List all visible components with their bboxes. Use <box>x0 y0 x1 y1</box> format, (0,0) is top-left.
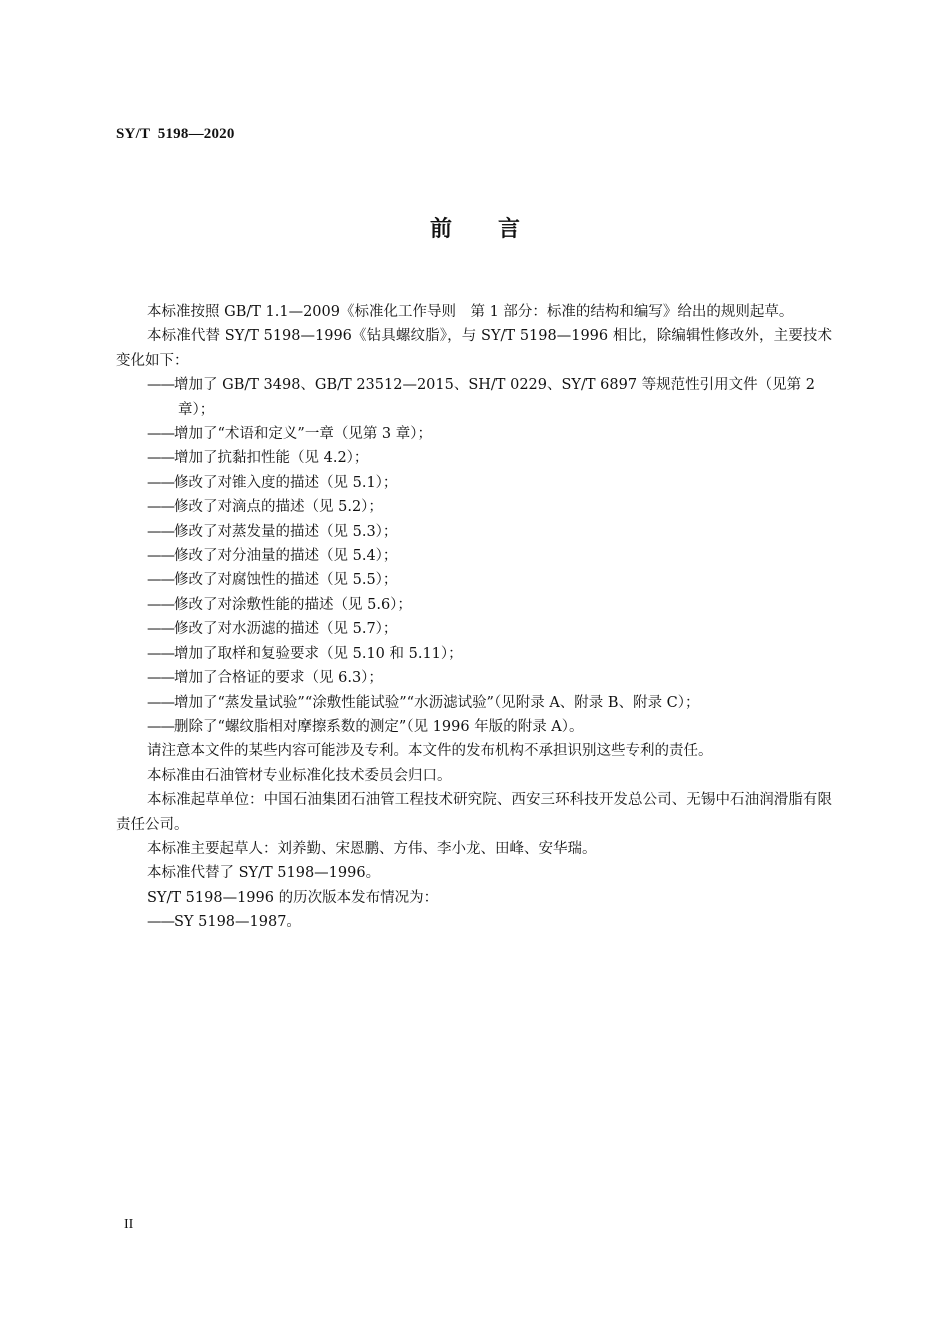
page-title: 前言 <box>429 217 566 242</box>
list-item <box>116 373 832 422</box>
list-item-text: 增加了“术语和定义”一章（见第 3 章）； <box>174 426 433 443</box>
list-item-text: 修改了对蒸发量的描述（见 5.3）； <box>174 523 398 540</box>
list-dash: —— <box>147 914 174 931</box>
list-item <box>116 715 832 739</box>
list-dash: —— <box>147 450 174 467</box>
body-paragraph: 本标准主要起草人：刘养勤、宋恩鹏、方伟、李小龙、田峰、安华瑞。 <box>147 840 597 857</box>
standard-code: SY/T 5198—2020 <box>116 126 235 142</box>
list-item <box>116 642 832 666</box>
body-paragraph: 本标准起草单位：中国石油集团石油管工程技术研究院、西安三环科技开发总公司、无锡中石油润滑脂有限责任公司。 <box>116 792 832 833</box>
history-list <box>116 910 832 934</box>
list-dash: —— <box>147 621 174 638</box>
list-dash: —— <box>147 694 174 711</box>
list-item-text: 增加了“蒸发量试验”“涂敷性能试验”“水沥滤试验”（见附录 A、附录 B、附录 C）； <box>174 694 700 711</box>
list-item-text: 修改了对水沥滤的描述（见 5.7）； <box>174 621 398 638</box>
list-dash: —— <box>147 718 174 735</box>
list-item-text: 增加了抗黏扣性能（见 4.2）； <box>174 450 369 467</box>
list-item <box>116 617 832 641</box>
list-item <box>116 495 832 519</box>
list-dash: —— <box>147 474 174 491</box>
list-item <box>116 910 832 934</box>
body-paragraph: SY/T 5198—1996 的历次版本发布情况为： <box>147 889 439 906</box>
list-item <box>116 593 832 617</box>
list-item <box>116 568 832 592</box>
list-dash: —— <box>147 572 174 589</box>
list-item-text: 修改了对锥入度的描述（见 5.1）； <box>174 474 398 491</box>
list-dash: —— <box>147 377 174 394</box>
list-item <box>116 422 832 446</box>
list-item-text: 修改了对分油量的描述（见 5.4）； <box>174 548 398 565</box>
list-item-text: 修改了对涂敷性能的描述（见 5.6）； <box>174 596 412 613</box>
list-dash: —— <box>147 596 174 613</box>
list-item-text: SY 5198—1987。 <box>174 914 301 931</box>
list-dash: —— <box>147 645 174 662</box>
list-item-text: 删除了“螺纹脂相对摩擦系数的测定”（见 1996 年版的附录 A）。 <box>174 718 584 735</box>
changes-list <box>116 373 832 739</box>
list-item <box>116 446 832 470</box>
list-item-text: 修改了对腐蚀性的描述（见 5.5）； <box>174 572 398 589</box>
list-item <box>116 471 832 495</box>
page-number: II <box>124 1217 134 1232</box>
body-paragraph: 请注意本文件的某些内容可能涉及专利。本文件的发布机构不承担识别这些专利的责任。 <box>147 743 713 760</box>
list-item <box>116 691 832 715</box>
list-dash: —— <box>147 499 174 516</box>
list-dash: —— <box>147 670 174 687</box>
list-dash: —— <box>147 523 174 540</box>
list-item <box>116 520 832 544</box>
list-item <box>116 666 832 690</box>
body-paragraph: 本标准由石油管材专业标准化技术委员会归口。 <box>147 767 452 784</box>
intro-paragraph: 本标准按照 GB/T 1.1—2009《标准化工作导则 第 1 部分：标准的结构和编写》给出的规则起草。 <box>147 304 794 320</box>
list-item <box>116 544 832 568</box>
list-item-text: 增加了取样和复验要求（见 5.10 和 5.11）； <box>174 645 463 662</box>
list-dash: —— <box>147 548 174 565</box>
list-item-text: 增加了合格证的要求（见 6.3）； <box>174 670 383 687</box>
document-body <box>116 300 832 935</box>
intro-paragraph: 本标准代替 SY/T 5198—1996《钻具螺纹脂》，与 SY/T 5198—1996 相比，除编辑性修改外，主要技术变化如下： <box>116 328 832 369</box>
list-item-text: 修改了对滴点的描述（见 5.2）； <box>174 499 383 516</box>
list-dash: —— <box>147 426 174 443</box>
body-paragraph: 本标准代替了 SY/T 5198—1996。 <box>147 865 381 882</box>
list-item-text: 增加了 GB/T 3498、GB/T 23512—2015、SH/T 0229、SY/T 6897 等规范性引用文件（见第 2 章）； <box>174 377 816 418</box>
